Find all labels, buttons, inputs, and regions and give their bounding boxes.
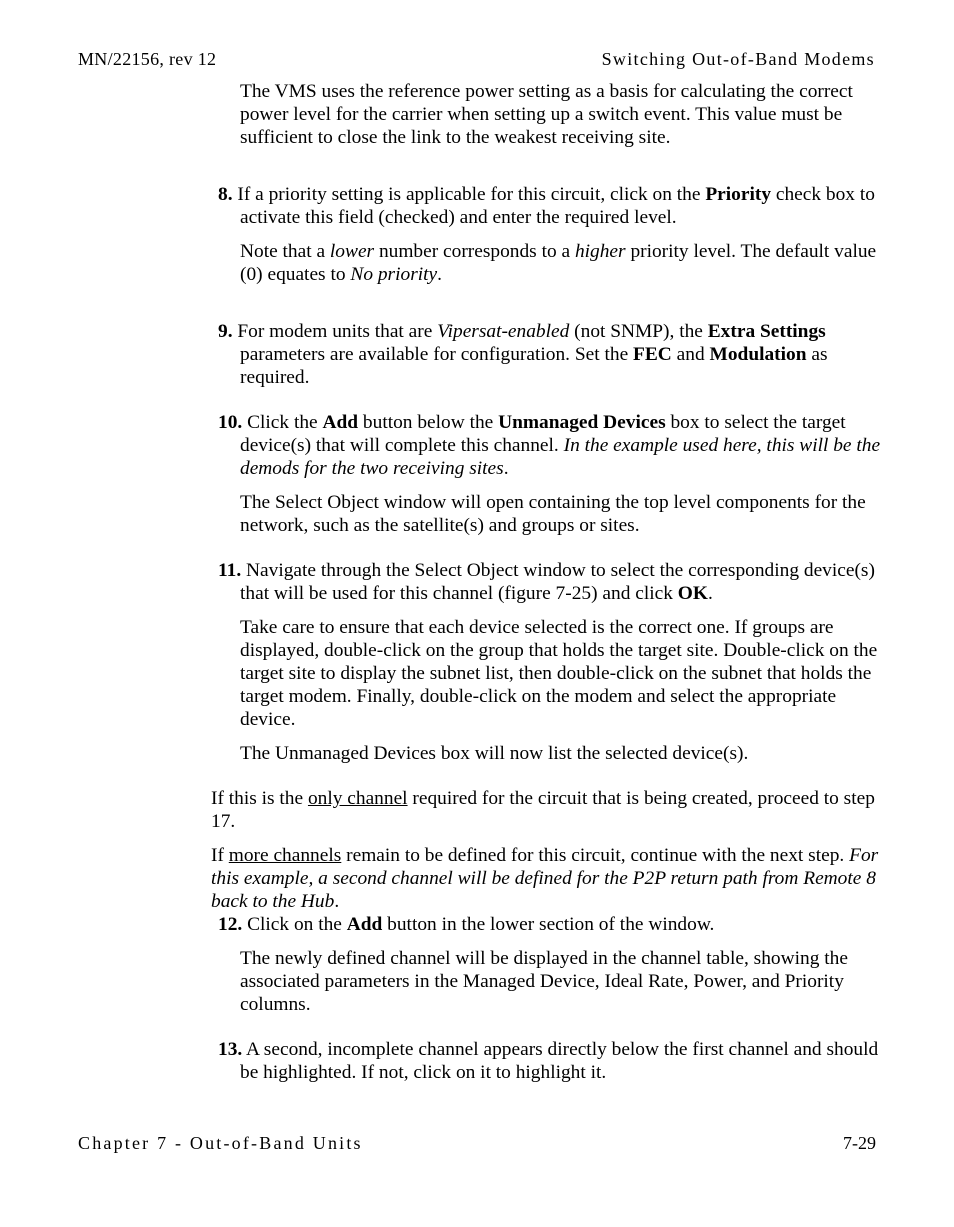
- footer-page-number: 7-29: [843, 1133, 876, 1153]
- step-number: 9.: [218, 321, 233, 342]
- note-device-selection: Take care to ensure that each device selected is the correct one. If groups are displayed, double-click on the group that holds the target site. Double-click on the target site to display the subnet list, then double-click on the subnet that holds the target modem. Finally, double-click on the modem and select the appropriate device.: [240, 617, 878, 730]
- step-11: 11. Navigate through the Select Object window to select the corresponding device(s) that will be used for this channel (figure 7-25) and click OK.: [218, 560, 875, 604]
- note-priority: Note that a lower number corresponds to a higher priority level. The default value (0) equates to No priority.: [240, 241, 877, 285]
- step-9: 9. For modem units that are Vipersat-enabled (not SNMP), the Extra Settings parameters are available for configuration. Set the FEC and Modulation as required.: [218, 321, 828, 388]
- step-number: 12.: [218, 914, 243, 935]
- paragraph-more-channels: If more channels remain to be defined for this circuit, continue with the next step. For this example, a second channel will be defined for the P2P return path from Remote 8 back to the Hub.: [211, 845, 879, 912]
- step-13: 13. A second, incomplete channel appears directly below the first channel and should be highlighted. If not, click on it to highlight it.: [218, 1039, 879, 1083]
- step-number: 8.: [218, 184, 233, 205]
- note-select-object: The Select Object window will open containing the top level components for the network, such as the satellite(s) and groups or sites.: [240, 492, 866, 536]
- header-doc-id: MN/22156, rev 12: [78, 49, 217, 69]
- footer-chapter: Chapter 7 - Out-of-Band Units: [78, 1133, 363, 1153]
- page-body: [211, 80, 881, 1084]
- paragraph-reference-power: The VMS uses the reference power setting as a basis for calculating the correct power level for the carrier when setting up a switch event. This value must be sufficient to close the link to the weakest receiving site.: [240, 81, 853, 148]
- step-10: 10. Click the Add button below the Unmanaged Devices box to select the target device(s) that will complete this channel. In the example used here, this will be the demods for the two receiving sites.: [218, 412, 881, 479]
- step-number: 10.: [218, 412, 243, 433]
- step-number: 11.: [218, 560, 242, 581]
- step-number: 13.: [218, 1039, 243, 1060]
- note-unmanaged-devices: The Unmanaged Devices box will now list the selected device(s).: [240, 743, 749, 764]
- paragraph-only-channel: If this is the only channel required for the circuit that is being created, proceed to step 17.: [211, 788, 875, 832]
- header-section-title: Switching Out-of-Band Modems: [601, 49, 875, 69]
- step-12: 12. Click on the Add button in the lower section of the window.: [218, 914, 715, 935]
- note-channel-table: The newly defined channel will be displayed in the channel table, showing the associated parameters in the Managed Device, Ideal Rate, Power, and Priority columns.: [240, 948, 848, 1015]
- step-8: 8. If a priority setting is applicable for this circuit, click on the Priority check box to activate this field (checked) and enter the required level.: [218, 184, 875, 228]
